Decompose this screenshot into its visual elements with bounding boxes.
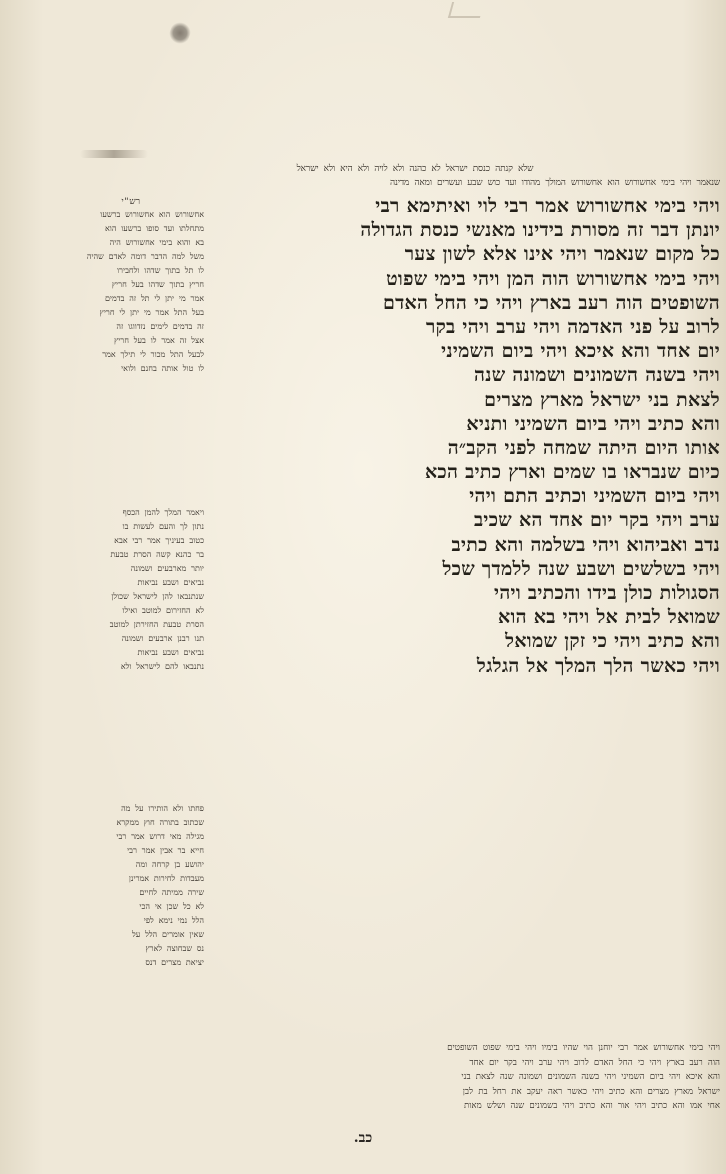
commentary-line: יהושע בן קרחה ומה (135, 860, 204, 869)
commentary-line: הסרת טבעת החזירתן למוטב (109, 620, 204, 629)
main-text-line: ויהי בימי אחשורוש הוה המן ויהי בימי שפוט (386, 267, 720, 290)
commentary-block-1 (64, 208, 204, 376)
commentary-line: מגילה מאי דרוש אמר רבי (116, 832, 204, 841)
main-text-line: השופטים הוה רעב בארץ ויהי כי החל האדם (382, 291, 720, 314)
commentary-line: יותר מארבעים ושמונה (130, 564, 204, 573)
commentary-block-3 (64, 802, 204, 970)
main-text-line: כיום שנבראו בו שמים וארץ כתיב הכא (424, 461, 720, 484)
commentary-line: זה בדמים לימים נזדווגו זה (116, 322, 204, 331)
main-text-line: והא כתיב ויהי ביום השמיני ותניא (466, 412, 720, 435)
commentary-line: אחשורוש הוא אחשורוש ברשעו (100, 210, 204, 219)
ink-stain (167, 19, 193, 47)
commentary-line: בעל התל אמר מי יתן לי חריץ (99, 308, 204, 317)
main-text-line: ויהי כאשר הלך המלך אל הגלגל (476, 654, 720, 677)
footer-line: ויהי בימי אחשורוש אמר רבי יוחנן הוי שהיו בימיו ויהי בימי שפוט השופטים (447, 1043, 720, 1053)
footer-line: ישראל מארץ מצרים והא כתיב ויהי כאשר ראה יעקב את רחל בת לבן (462, 1086, 720, 1097)
commentary-line: אמר מי יתן לי תל זה בדמים (104, 294, 204, 303)
main-text-line: כל מקום שנאמר ויהי אינו אלא לשון צער (404, 243, 720, 266)
commentary-line: שכתוב בתורה חוץ ממקרא (116, 818, 204, 827)
commentary-line: נביאים ושבע נביאות (137, 578, 204, 587)
main-text-line: ויהי ביום השמיני וכתיב התם ויהי (469, 485, 720, 508)
commentary-line: הלל נמי נימא לפי (143, 916, 204, 925)
main-text-line: ערב ויהי בקר יום אחד הא שכיב (473, 509, 720, 532)
commentary-line: חריץ בתוך שדהו בעל חריץ (111, 280, 204, 289)
main-text-line: הסגולות כולן בידו והכתיב ויהי (494, 582, 720, 604)
commentary-heading: רש"י (121, 197, 140, 207)
commentary-line: שירה ממיתה לחיים (139, 888, 204, 897)
main-text-line: והא כתיב ויהי כי זקן שמואל (505, 630, 720, 653)
commentary-line: משל למה הדבר דומה לאדם שהיה (86, 252, 204, 261)
main-text-line: ויהי בשלשים ושבע שנה ללמדך שכל (442, 557, 720, 580)
corner-mark (448, 2, 484, 18)
commentary-line: פחתו ולא הותירו על מה (121, 804, 204, 813)
top-note: שלא קנתה כנסת ישראל לא כהנה ולא לויה ולא היא ולא ישראל (296, 164, 534, 174)
commentary-line: מעבדות לחירות אמרינן (128, 874, 204, 883)
footer-line: והא איכא ויהי ביום השמיני ויהי בשנה השמונים ושמונה שנה לצאת בני (461, 1072, 720, 1083)
footer-line: אחי אמו והא כתיב ויהי אור והא כתיב ויהי בשמונים שנה ושלש מאות (463, 1101, 720, 1112)
main-text-line: לצאת בני ישראל מארץ מצרים (484, 388, 720, 411)
main-text (214, 194, 720, 678)
commentary-line: נס שבחוצה לארץ (145, 944, 204, 953)
commentary-line: כטוב בעיניך אמר רבי אבא (114, 536, 204, 545)
main-text-line: נדב ואביהוא ויהי בשלמה והא כתיב (451, 533, 720, 556)
folio-number: כב. (353, 1130, 373, 1146)
commentary-line: נביאים ושבע נביאות (137, 648, 204, 657)
main-text-line: אותו היום היתה שמחה לפני הקב״ה (447, 436, 720, 459)
commentary-line: תנו רבנן ארבעים ושמונה (121, 634, 204, 643)
main-text-line: יונתן דבר זה מסורת בידינו מאנשי כנסת הגדולה (360, 219, 720, 242)
main-text-line: לרוב על פני האדמה ויהי ערב ויהי בקר (425, 315, 720, 338)
commentary-line: לא כל שכן אי הכי (139, 902, 204, 911)
footer-commentary (64, 1041, 720, 1114)
commentary-line: נתון לך והעם לעשות בו (122, 522, 204, 531)
commentary-line: נתנבאו להם לישראל ולא (120, 662, 204, 671)
main-text-line: ויהי בשנה השמונים ושמונה שנה (474, 364, 720, 387)
ink-smudge (80, 150, 148, 158)
commentary-line: חייא בר אבין אמר רבי (127, 846, 204, 855)
commentary-line: שנתנבאו להן לישראל שכולן (111, 592, 204, 601)
commentary-line: לו טול אותה בחנם ולואי (121, 364, 204, 373)
top-line: שנאמר ויהי בימי אחשורוש הוא אחשורוש המולך מהודו ועד כוש שבע ועשרים ומאה מדינה (390, 178, 720, 188)
main-text-line: שמואל לבית אל ויהי בא הוא (497, 606, 720, 629)
commentary-line: לא החזירום למוטב ואילו (122, 606, 204, 615)
commentary-line: שאין אומרים הלל על (131, 930, 204, 939)
commentary-block-2 (64, 506, 204, 674)
commentary-line: לו תל בתוך שדהו ולחבירו (117, 266, 204, 275)
commentary-line: בר כהנא קשה הסרת טבעת (110, 550, 204, 559)
commentary-line: לבעל התל מכור לי תילך אמר (102, 350, 204, 359)
commentary-line: יציאת מצרים דנס (145, 958, 204, 967)
commentary-line: ויאמר המלך להמן הכסף (122, 508, 204, 517)
main-text-line: ויהי בימי אחשורוש אמר רבי לוי ואיתימא רבי (375, 195, 720, 217)
footer-line: הוה רעב בארץ ויהי כי החל האדם לרוב ויהי ערב ויהי בקר יום אחד (469, 1057, 720, 1068)
commentary-line: בא והוא בימי אחשורוש היה (109, 238, 204, 247)
commentary-line: מתחלתו ועד סופו ברשעו הוא (104, 224, 204, 233)
main-text-line: יום אחד והא איכא ויהי ביום השמיני (441, 340, 720, 363)
commentary-line: אצל זה אמר לו בעל חריץ (114, 336, 204, 345)
